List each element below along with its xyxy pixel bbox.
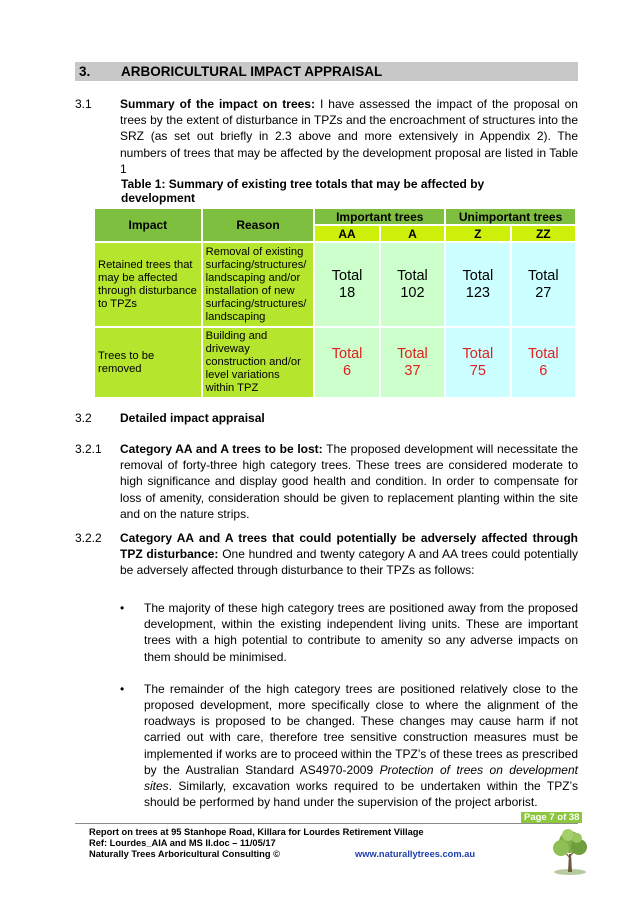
page-number-badge: Page 7 of 38 (521, 812, 582, 823)
paragraph-text: I have assessed the impact of the proposal on trees by the extent of disturbance in TPZs and the encroachment of structures into the SRZ (as set out briefly in 2.3 above and more extensively in Appendix 2). The numbers of trees that may be affected by the development proposal are listed in Table 1 (120, 97, 578, 176)
value-cell-aa: Total 18 (315, 243, 378, 326)
impact-table (93, 207, 577, 399)
paragraph-number: 3.2 (75, 411, 92, 425)
group-header-unimportant: Unimportant trees (446, 209, 575, 224)
list-item (120, 681, 578, 811)
paragraph-heading: Summary of the impact on trees: (120, 97, 315, 111)
bullet-text: The remainder of the high category trees are positioned relatively close to the proposed development, more specifically close to where the alignment of the roadways is proposed to be changed. These changes may cause harm if not carried out with care, therefore tree sensitive construction measures must be implemented if works are to proceed within the TPZ’s of these trees as prescribed by the Australian Standard AS4970-2009 (144, 681, 578, 777)
sub-header-a: A (381, 226, 444, 241)
table-caption: Table 1: Summary of existing tree totals that may be affected by development (121, 177, 485, 205)
value-cell-zz: Total 6 (512, 328, 575, 397)
paragraph-heading: Category AA and A trees that could potentially be adversely affected through TPZ disturbance: (120, 531, 578, 562)
value-cell-a: Total 102 (381, 243, 444, 326)
col-header-reason: Reason (203, 209, 314, 241)
value-cell-zz: Total 27 (512, 243, 575, 326)
paragraph-heading: Detailed impact appraisal (120, 411, 265, 425)
value-cell-aa: Total 6 (315, 328, 378, 397)
reason-cell: Removal of existing surfacing/structures/ landscaping and/or installation of new surfacing/structures/ landscaping (203, 243, 314, 326)
group-header-important: Important trees (315, 209, 444, 224)
list-item (120, 600, 578, 665)
table-row (95, 243, 575, 326)
paragraph-text: One hundred and twenty category A and AA trees could potentially be adversely affected through disturbance to their TPZs as follows: (120, 547, 578, 578)
standard-title: Protection of trees on development sites (144, 762, 578, 794)
section-number: 3. (79, 64, 91, 79)
tree-logo-icon (548, 826, 592, 876)
bullet-icon: • (120, 601, 125, 615)
section-header (75, 62, 578, 81)
bullet-list (120, 600, 578, 810)
value-cell-z: Total 75 (446, 328, 509, 397)
value-cell-z: Total 123 (446, 243, 509, 326)
paragraph-number: 3.2.2 (75, 531, 102, 545)
bullet-text-end: . Similarly, excavation works required to be undertaken within the TPZ’s should be performed by hand under the supervision of the project arborist. (144, 779, 578, 810)
paragraph-number: 3.2.1 (75, 442, 102, 456)
paragraph-heading: Category AA and A trees to be lost: (120, 442, 323, 456)
sub-header-zz: ZZ (512, 226, 575, 241)
reason-cell: Building and driveway construction and/or level variations within TPZ (203, 328, 314, 397)
bullet-text: The majority of these high category trees are positioned away from the proposed development, within the existing independent living units. These are important trees with a high potential to contribute to amenity so any adverse impacts on them should be minimised. (144, 601, 578, 664)
col-header-impact: Impact (95, 209, 201, 241)
footer-ref-line: Ref: Lourdes_AIA and MS II.doc – 11/05/17 (89, 838, 276, 848)
bullet-icon: • (120, 681, 125, 696)
impact-cell: Retained trees that may be affected through disturbance to TPZs (95, 243, 201, 326)
impact-cell: Trees to be removed (95, 328, 201, 397)
paragraph-number: 3.1 (75, 97, 92, 111)
table-row (95, 328, 575, 397)
footer-report-line: Report on trees at 95 Stanhope Road, Killara for Lourdes Retirement Village (89, 827, 424, 837)
paragraph-3-2-1 (75, 441, 578, 522)
footer-website-link[interactable]: www.naturallytrees.com.au (355, 849, 476, 859)
footer-company-line: Naturally Trees Arboricultural Consulting © (89, 849, 280, 859)
sub-header-z: Z (446, 226, 509, 241)
paragraph-3-1 (75, 96, 578, 177)
paragraph-3-2 (75, 410, 578, 426)
value-cell-a: Total 37 (381, 328, 444, 397)
sub-header-aa: AA (315, 226, 378, 241)
section-title: ARBORICULTURAL IMPACT APPRAISAL (121, 64, 383, 79)
paragraph-3-2-2 (75, 530, 578, 579)
footer-divider (75, 823, 578, 824)
paragraph-text: The proposed development will necessitate the removal of forty-three high category trees. These trees are considered moderate to high significance and display good health and condition. In order to compensate for loss of amenity, consideration should be given to replacement planting within the site and on the nature strips. (120, 442, 579, 521)
